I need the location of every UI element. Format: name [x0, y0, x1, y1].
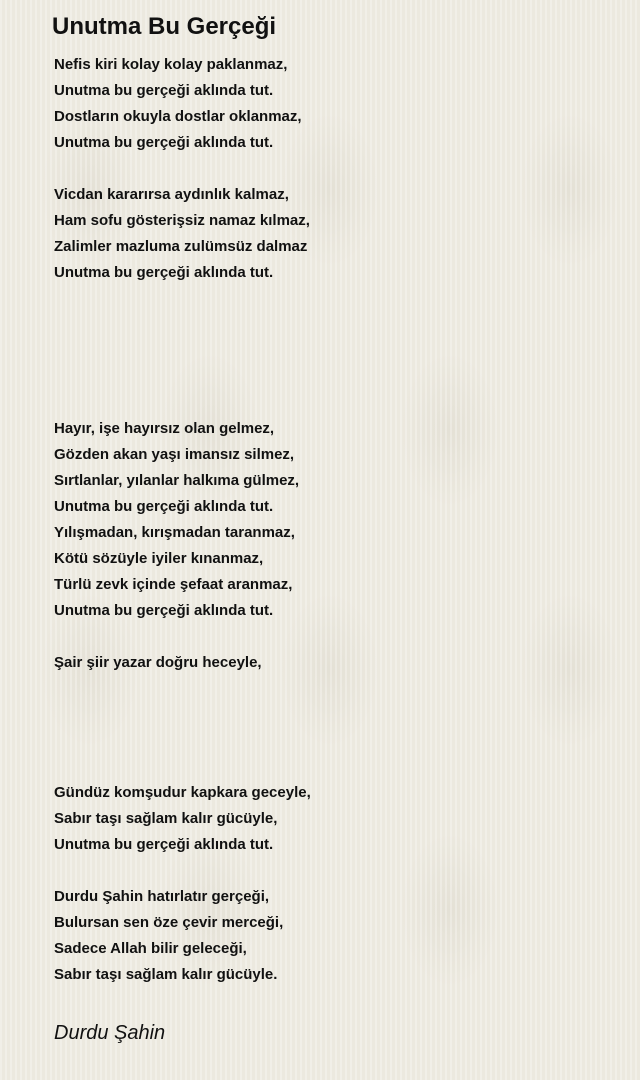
stanza-gap: [54, 312, 614, 338]
poem-title: Unutma Bu Gerçeği: [52, 13, 277, 40]
stanza-gap: [54, 390, 614, 416]
poem-body: [54, 52, 614, 988]
stanza-gap: [54, 754, 614, 780]
stanza-gap: [54, 702, 614, 728]
poem-line: Vicdan kararırsa aydınlık kalmaz,: [54, 186, 289, 203]
poem-line: Durdu Şahin hatırlatır gerçeği,: [54, 888, 270, 905]
poem-line: Şair şiir yazar doğru heceyle,: [54, 654, 262, 671]
poem-line: Unutma bu gerçeği aklında tut.: [54, 82, 274, 99]
stanza-gap: [54, 338, 614, 364]
poem-line: Unutma bu gerçeği aklında tut.: [54, 134, 274, 151]
poem-line: Gündüz komşudur kapkara geceyle,: [54, 784, 311, 801]
poem-author: Durdu Şahin: [54, 1022, 166, 1044]
poem-line: Ham sofu gösterişsiz namaz kılmaz,: [54, 212, 310, 229]
poem-line: Unutma bu gerçeği aklında tut.: [54, 264, 274, 281]
stanza-gap: [54, 156, 614, 182]
poem-line: Yılışmadan, kırışmadan taranmaz,: [54, 524, 295, 541]
poem-line: Sabır taşı sağlam kalır gücüyle,: [54, 810, 278, 827]
poem-line: Gözden akan yaşı imansız silmez,: [54, 446, 295, 463]
poem-line: Zalimler mazluma zulümsüz dalmaz: [54, 238, 308, 255]
poem-line: Hayır, işe hayırsız olan gelmez,: [54, 420, 275, 437]
poem-line: Unutma bu gerçeği aklında tut.: [54, 498, 274, 515]
poem-line: Sabır taşı sağlam kalır gücüyle.: [54, 966, 278, 983]
stanza-gap: [54, 676, 614, 702]
stanza-gap: [54, 286, 614, 312]
poem-line: Bulursan sen öze çevir merceği,: [54, 914, 284, 931]
stanza-gap: [54, 728, 614, 754]
poem-line: Unutma bu gerçeği aklında tut.: [54, 602, 274, 619]
poem-line: Unutma bu gerçeği aklında tut.: [54, 836, 274, 853]
stanza-gap: [54, 364, 614, 390]
poem-line: Dostların okuyla dostlar oklanmaz,: [54, 108, 302, 125]
poem-line: Nefis kiri kolay kolay paklanmaz,: [54, 56, 288, 73]
poem-line: Sadece Allah bilir geleceği,: [54, 940, 247, 957]
poem-line: Türlü zevk içinde şefaat aranmaz,: [54, 576, 293, 593]
poem-line: Kötü sözüyle iyiler kınanmaz,: [54, 550, 264, 567]
poem-line: Sırtlanlar, yılanlar halkıma gülmez,: [54, 472, 300, 489]
stanza-gap: [54, 858, 614, 884]
stanza-gap: [54, 624, 614, 650]
